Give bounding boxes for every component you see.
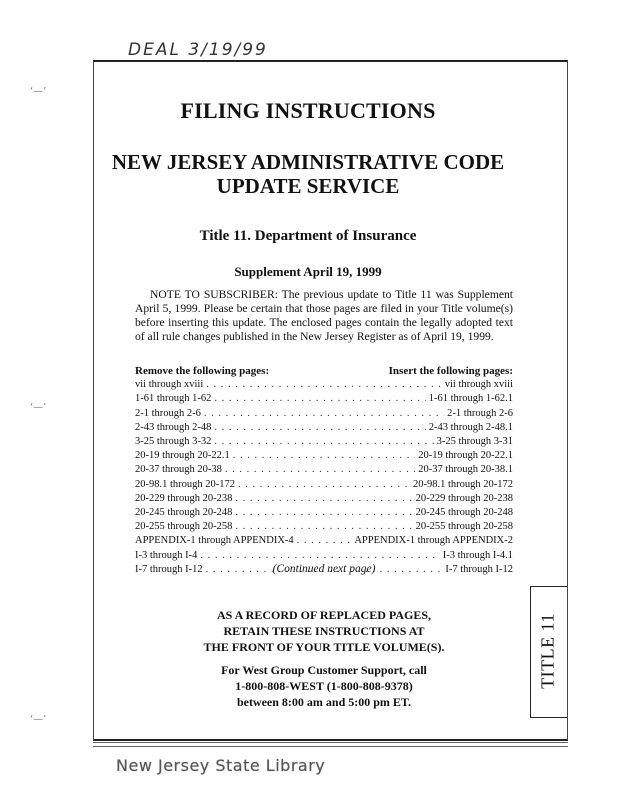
table-row — [135, 549, 513, 563]
table-row — [135, 449, 513, 463]
remove-pages: 20-37 through 20-38 — [135, 464, 222, 476]
subscriber-note — [135, 288, 513, 344]
dot-leader — [204, 407, 444, 421]
code-title-line-2: UPDATE SERVICE — [216, 174, 400, 198]
insert-pages: 20-255 through 20-258 — [415, 521, 513, 533]
table-row — [135, 506, 513, 520]
code-title — [93, 150, 523, 198]
side-tab-label: TITLE 11 — [537, 613, 558, 689]
record-line: AS A RECORD OF REPLACED PAGES, — [216, 608, 432, 622]
document-title: FILING INSTRUCTIONS — [180, 98, 436, 123]
insert-pages: 20-98.1 through 20-172 — [412, 478, 513, 490]
remove-pages: 20-98.1 through 20-172 — [135, 478, 236, 490]
table-row — [135, 421, 513, 435]
remove-pages: 2-1 through 2-6 — [135, 407, 201, 419]
dot-leader — [235, 492, 412, 506]
table-row — [135, 534, 513, 548]
remove-pages: 20-229 through 20-238 — [135, 492, 233, 504]
remove-pages: 3-25 through 3-32 — [135, 436, 212, 448]
remove-pages: 2-43 through 2-48 — [135, 421, 212, 433]
customer-support-info — [135, 662, 513, 710]
page-frame-bottom-rule — [93, 742, 568, 747]
insert-pages: 3-25 through 3-31 — [436, 436, 513, 448]
table-row — [135, 478, 513, 492]
insert-pages: I-3 through I-4.1 — [442, 549, 513, 561]
insert-pages: 20-19 through 20-22.1 — [418, 450, 513, 462]
insert-pages: 20-37 through 20-38.1 — [418, 464, 513, 476]
insert-pages: 2-1 through 2-6 — [447, 407, 513, 419]
handwritten-date-note: DEAL 3/19/99 — [128, 40, 268, 60]
dot-leader — [235, 506, 412, 520]
insert-pages: vii through xviii — [444, 379, 513, 391]
dot-leader — [214, 421, 425, 435]
remove-pages: I-7 through I-12 — [135, 563, 203, 575]
dot-leader — [297, 534, 352, 548]
table-row — [135, 435, 513, 449]
table-header — [135, 364, 513, 378]
remove-pages: 1-61 through 1-62 — [135, 393, 212, 405]
remove-column-header: Remove the following pages: — [135, 365, 270, 377]
dot-leader — [214, 435, 433, 449]
record-instructions — [135, 607, 513, 655]
margin-scan-mark: ‘—’ — [30, 86, 47, 97]
page-replacement-table — [135, 364, 513, 577]
dot-leader — [233, 449, 415, 463]
record-line: RETAIN THESE INSTRUCTIONS AT — [223, 624, 425, 638]
margin-scan-mark: ‘—’ — [30, 402, 47, 413]
insert-pages: APPENDIX-1 through APPENDIX-2 — [354, 535, 513, 547]
margin-scan-mark: ‘—’ — [30, 714, 47, 725]
department-subtitle: Title 11. Department of Insurance — [199, 228, 417, 244]
insert-pages: I-7 through I-12 — [445, 563, 513, 575]
dot-leader — [225, 463, 415, 477]
library-stamp: New Jersey State Library — [116, 756, 326, 775]
support-line: 1-800-808-WEST (1-800-808-9378) — [235, 679, 413, 693]
dot-leader — [214, 392, 425, 406]
table-row — [135, 392, 513, 406]
support-line: For West Group Customer Support, call — [221, 663, 427, 677]
insert-pages: 20-229 through 20-238 — [415, 492, 513, 504]
code-title-line-1: NEW JERSEY ADMINISTRATIVE CODE — [111, 150, 505, 174]
dot-leader — [238, 478, 410, 492]
insert-pages: 20-245 through 20-248 — [415, 507, 513, 519]
table-row — [135, 407, 513, 421]
dot-leader — [235, 520, 412, 534]
table-row — [135, 520, 513, 534]
remove-pages: 20-19 through 20-22.1 — [135, 450, 230, 462]
dot-leader — [200, 549, 439, 563]
subscriber-note-text: NOTE TO SUBSCRIBER: The previous update to Title 11 was Supplement April 5, 1999. Please be certain that those pages are filed in your Title volume(s) before inserting this update. The enclosed pages contain the legally adopted text of all rule changes published in the New Jersey Register as of April 19, 1999. — [135, 288, 513, 343]
insert-pages: 1-61 through 1-62.1 — [428, 393, 513, 405]
remove-pages: 20-245 through 20-248 — [135, 507, 233, 519]
continued-note: (Continued next page) — [272, 563, 376, 575]
record-line: THE FRONT OF YOUR TITLE VOLUME(S). — [203, 640, 445, 654]
insert-pages: 2-43 through 2-48.1 — [428, 421, 513, 433]
table-row — [135, 492, 513, 506]
insert-column-header: Insert the following pages: — [388, 365, 513, 377]
support-line: between 8:00 am and 5:00 pm ET. — [236, 695, 412, 709]
remove-pages: 20-255 through 20-258 — [135, 521, 233, 533]
dot-leader — [206, 378, 442, 392]
remove-pages: vii through xviii — [135, 379, 204, 391]
remove-pages: I-3 through I-4 — [135, 549, 198, 561]
supplement-date: Supplement April 19, 1999 — [234, 264, 382, 279]
remove-pages: APPENDIX-1 through APPENDIX-4 — [135, 535, 294, 547]
table-row — [135, 463, 513, 477]
table-row — [135, 378, 513, 392]
